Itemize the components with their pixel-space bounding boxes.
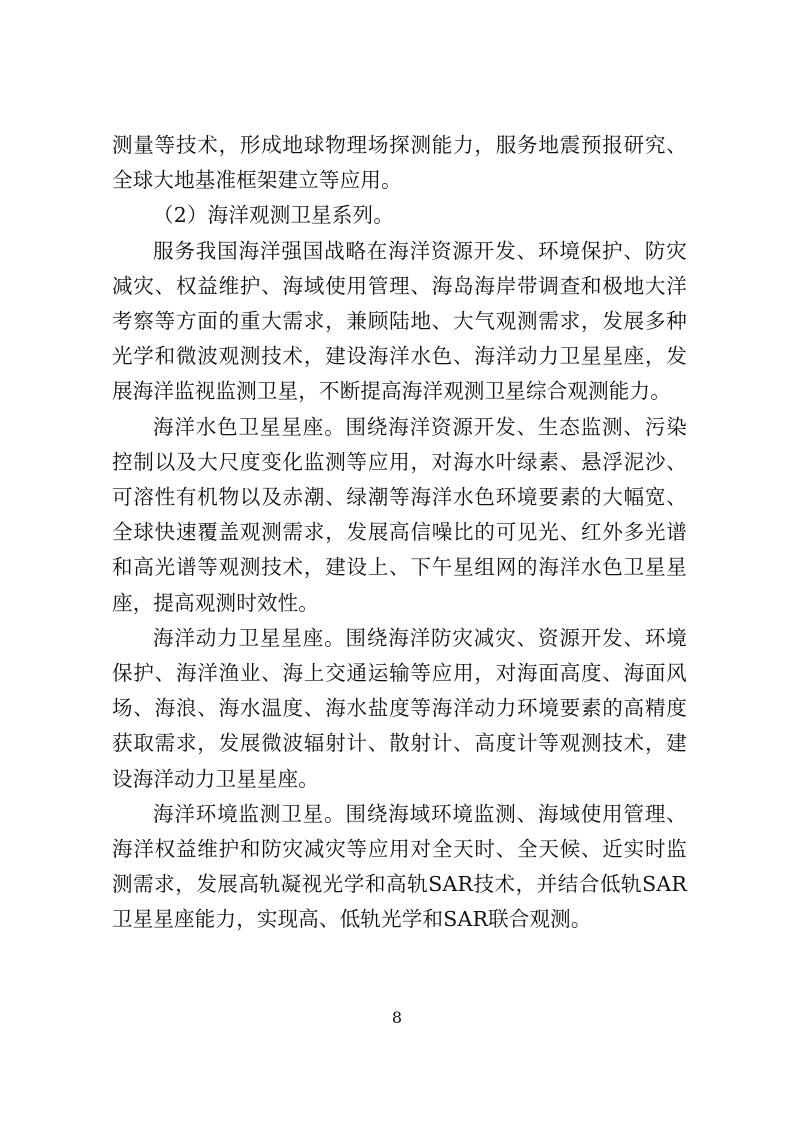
paragraph-ocean-color-constellation: 海洋水色卫星星座。围绕海洋资源开发、生态监测、污染控制以及大尺度变化监测等应用，对海水叶绿素、悬浮泥沙、可溶性有机物以及赤潮、绿潮等海洋水色环境要素的大幅宽、全球快速覆盖观测需求，发展高信噪比的可见光、红外多光谱和高光谱等观测技术，建设上、下午星组网的海洋水色卫星星座，提高观测时效性。 xyxy=(112,414,687,615)
body-text xyxy=(112,128,687,938)
section-heading-ocean-satellites: （2）海洋观测卫星系列。 xyxy=(153,203,394,228)
paragraph-ocean-dynamics-constellation: 海洋动力卫星星座。围绕海洋防灾减灾、资源开发、环境保护、海洋渔业、海上交通运输等应用，对海面高度、海面风场、海浪、海水温度、海水盐度等海洋动力环境要素的高精度获取需求，发展微波辐射计、散射计、高度计等观测技术，建设海洋动力卫星星座。 xyxy=(112,625,687,791)
paragraph-ocean-strategy: 服务我国海洋强国战略在海洋资源开发、环境保护、防灾减灾、权益维护、海域使用管理、海岛海岸带调查和极地大洋考察等方面的重大需求，兼顾陆地、大气观测需求，发展多种光学和微波观测技术，建设海洋水色、海洋动力卫星星座，发展海洋监视监测卫星，不断提高海洋观测卫星综合观测能力。 xyxy=(112,238,687,404)
paragraph-continuation: 测量等技术，形成地球物理场探测能力，服务地震预报研究、全球大地基准框架建立等应用。 xyxy=(112,133,687,193)
page-number: 8 xyxy=(391,1008,403,1027)
paragraph-ocean-monitoring-satellite: 海洋环境监测卫星。围绕海域环境监测、海域使用管理、海洋权益维护和防灾减灾等应用对全天时、全天候、近实时监测需求，发展高轨凝视光学和高轨SAR技术，并结合低轨SAR卫星星座能力，实现高、低轨光学和SAR联合观测。 xyxy=(112,801,687,932)
